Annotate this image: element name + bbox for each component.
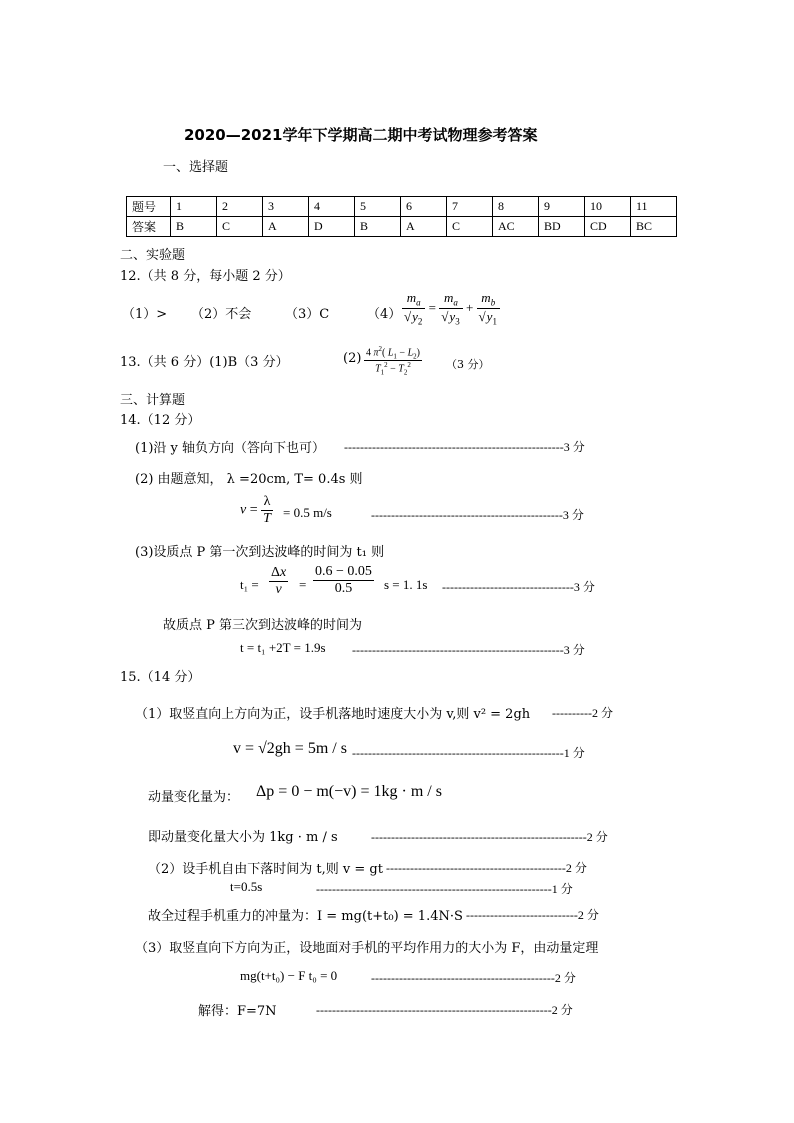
q15-line-10: 解得：F=7N <box>198 1004 277 1019</box>
page-title: 2020—2021学年下学期高二期中考试物理参考答案 <box>184 126 538 144</box>
q14-line-5-dash: -----------------------------------------------------3 分 <box>352 643 585 657</box>
table-cell: 4 <box>309 197 355 217</box>
q15-line-3-eq: Δp = 0 − m(−v) = 1kg · m / s <box>256 783 442 800</box>
q15-line-2: v = √2gh = 5m / s <box>233 740 347 757</box>
q15-line-7-dash: ----------------------------2 分 <box>466 908 599 922</box>
table-cell: 11 <box>631 197 677 217</box>
q15-line-5-dash: ---------------------------------------------2 分 <box>386 861 587 875</box>
q15-line-1-dash: ----------2 分 <box>552 706 613 720</box>
q15-line-6-dash: -----------------------------------------------------------1 分 <box>316 882 573 896</box>
q14-line-1: (1)沿 y 轴负方向（答向下也可） <box>135 441 326 456</box>
q14-t1-lhs: t₁ = <box>240 577 259 592</box>
q15-line-10-dash: -----------------------------------------------------------2 分 <box>316 1003 573 1017</box>
table-cell: B <box>355 217 401 237</box>
q13-answer-2-score: （3 分） <box>446 358 490 371</box>
section-heading-experiment: 二、实验题 <box>120 248 186 263</box>
q14-line-4: 故质点 P 第三次到达波峰的时间为 <box>163 618 363 633</box>
q14-line-3: (3)设质点 P 第一次到达波峰的时间为 t₁ 则 <box>135 545 385 560</box>
q12-answer-3: （3）C <box>285 307 330 322</box>
table-cell: 8 <box>493 197 539 217</box>
q13-formula: $\frac{4 \pi^2( L_1 - L_2)}{T_1^2 - T_2^2}$ <box>366 345 420 377</box>
q15-line-9-dash: ----------------------------------------------2 分 <box>371 971 576 985</box>
q15-header: 15.（14 分） <box>120 670 201 685</box>
table-cell: A <box>263 217 309 237</box>
q12-header: 12.（共 8 分，每小题 2 分） <box>120 269 291 284</box>
table-cell: B <box>171 217 217 237</box>
table-cell: AC <box>493 217 539 237</box>
table-row-numbers <box>127 197 677 217</box>
table-cell: 10 <box>585 197 631 217</box>
answer-table <box>126 196 677 237</box>
table-cell: A <box>401 217 447 237</box>
q14-line-2-dash: ------------------------------------------------3 分 <box>371 508 584 522</box>
table-label-number: 题号 <box>127 197 171 217</box>
q14-line-3-dash: ---------------------------------3 分 <box>442 580 595 594</box>
table-cell: 5 <box>355 197 401 217</box>
section-heading-calculation: 三、计算题 <box>120 393 186 408</box>
q15-line-6: t=0.5s <box>230 879 263 894</box>
q14-velocity-result: = 0.5 m/s <box>283 505 332 520</box>
q12-formula: $\frac{m_a}{√y_2}$ = $\frac{m_a}{√y_3}$ + $\frac{m_b}{√y_1}$ <box>402 290 500 326</box>
q14-line-2: (2) 由题意知， λ =20cm, T= 0.4s 则 <box>135 472 363 487</box>
table-label-answer: 答案 <box>127 217 171 237</box>
q14-fraction-den: 0.5 <box>334 581 353 596</box>
q15-line-1: （1）取竖直向上方向为正，设手机落地时速度大小为 v,则 v² = 2gh <box>135 707 531 722</box>
q14-t1-result: s = 1. 1s <box>384 577 428 592</box>
q15-line-4: 即动量变化量大小为 1kg · m / s <box>148 830 338 845</box>
q15-line-7: 故全过程手机重力的冲量为：I = mg(t+t₀) = 1.4N·S <box>148 909 463 924</box>
q13-header: 13.（共 6 分）(1)B（3 分） <box>120 355 289 370</box>
table-cell: BC <box>631 217 677 237</box>
table-cell: 1 <box>171 197 217 217</box>
table-cell: 9 <box>539 197 585 217</box>
q12-answer-2: （2）不会 <box>191 307 252 322</box>
q14-fraction <box>313 564 374 597</box>
q14-header: 14.（12 分） <box>120 413 201 428</box>
q15-line-2-dash: -----------------------------------------------------1 分 <box>352 746 585 760</box>
q14-dx-over-v: $\frac{\Delta x}{v}$ <box>271 565 287 597</box>
q13-answer-2-label: (2) <box>343 351 362 366</box>
q15-line-5: （2）设手机自由下落时间为 t,则 v = gt <box>148 862 383 877</box>
table-cell: 7 <box>447 197 493 217</box>
table-row-answers <box>127 217 677 237</box>
table-cell: C <box>447 217 493 237</box>
section-heading-choice: 一、选择题 <box>163 160 229 175</box>
q14-fraction-num: 0.6 − 0.05 <box>315 564 372 579</box>
q12-answer-4-label: （4） <box>367 307 402 322</box>
q14-velocity-formula: v = $\frac{\lambda}{T}$ <box>240 494 271 526</box>
table-cell: 2 <box>217 197 263 217</box>
q15-line-9: mg(t+t₀) − F t₀ = 0 <box>240 968 338 983</box>
q15-line-4-dash: ------------------------------------------------------2 分 <box>371 830 608 844</box>
q15-line-3-label: 动量变化量为： <box>148 790 240 805</box>
table-cell: BD <box>539 217 585 237</box>
q14-line-1-dash: -------------------------------------------------------3 分 <box>344 440 585 454</box>
table-cell: C <box>217 217 263 237</box>
table-cell: 6 <box>401 197 447 217</box>
q15-line-8: （3）取竖直向下方向为正，设地面对手机的平均作用力的大小为 F，由动量定理 <box>135 941 599 956</box>
table-cell: CD <box>585 217 631 237</box>
q14-line-5: t = t₁ +2T = 1.9s <box>240 640 326 655</box>
q12-answer-1: （1）> <box>122 307 168 322</box>
table-cell: 3 <box>263 197 309 217</box>
table-cell: D <box>309 217 355 237</box>
q14-equals: = <box>299 577 307 592</box>
